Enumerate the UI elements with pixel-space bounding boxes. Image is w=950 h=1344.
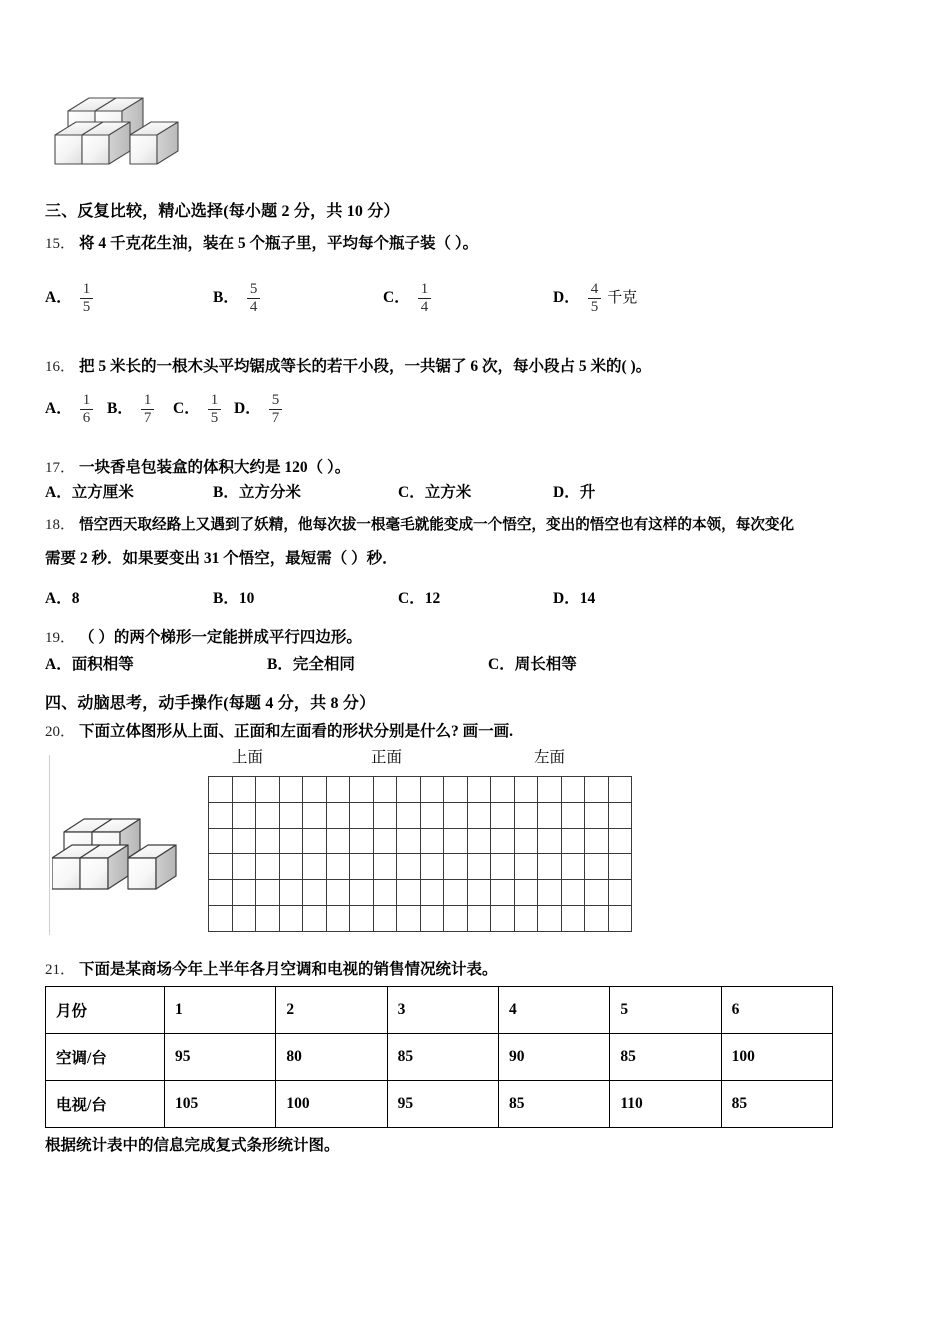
answer-grid-cell[interactable] bbox=[561, 802, 585, 828]
answer-grid-cell[interactable] bbox=[538, 854, 562, 880]
answer-grid-cell[interactable] bbox=[279, 854, 303, 880]
table-row bbox=[46, 1034, 833, 1081]
answer-grid-cell[interactable] bbox=[350, 828, 374, 854]
answer-grid-cell[interactable] bbox=[350, 854, 374, 880]
answer-grid-cell[interactable] bbox=[350, 777, 374, 803]
table-header-cell: 4 bbox=[498, 987, 609, 1034]
answer-grid-cell[interactable] bbox=[279, 777, 303, 803]
table-header-cell: 1 bbox=[165, 987, 276, 1034]
answer-grid-row bbox=[209, 854, 632, 880]
answer-grid-cell[interactable] bbox=[232, 802, 256, 828]
answer-grid-cell[interactable] bbox=[467, 905, 491, 931]
option-17-B[interactable]: B．立方分米 bbox=[213, 484, 301, 501]
question-20-number: 20． bbox=[45, 724, 76, 740]
answer-grid-cell[interactable] bbox=[538, 802, 562, 828]
answer-grid-cell[interactable] bbox=[373, 880, 397, 906]
option-17-D[interactable]: D．升 bbox=[553, 484, 596, 501]
question-21-text: 下面是某商场今年上半年各月空调和电视的销售情况统计表。 bbox=[79, 961, 498, 978]
table-cell: 100 bbox=[721, 1034, 832, 1081]
answer-grid-cell[interactable] bbox=[585, 854, 609, 880]
answer-grid-cell[interactable] bbox=[608, 880, 632, 906]
isometric-cube-stack-figure-top bbox=[45, 78, 215, 183]
answer-grid-cell[interactable] bbox=[232, 777, 256, 803]
answer-grid-cell[interactable] bbox=[256, 854, 280, 880]
question-17-number: 17． bbox=[45, 460, 76, 476]
answer-grid-cell[interactable] bbox=[561, 828, 585, 854]
option-15-D-unit: 千克 bbox=[607, 290, 638, 307]
table-header-cell: 月份 bbox=[46, 987, 165, 1034]
answer-grid-cell[interactable] bbox=[256, 905, 280, 931]
option-16-D[interactable]: D． $\frac{5}{7}$ bbox=[234, 393, 284, 426]
option-15-C[interactable]: C． $\frac{1}{4}$ bbox=[383, 282, 433, 315]
answer-grid-cell[interactable] bbox=[608, 854, 632, 880]
question-16-text: 把 5 米长的一根木头平均锯成等长的若干小段，一共锯了 6 次，每小段占 5 米的( )。 bbox=[79, 358, 652, 375]
table-cell: 85 bbox=[498, 1081, 609, 1128]
answer-grid-cell[interactable] bbox=[561, 905, 585, 931]
answer-grid-cell[interactable] bbox=[491, 802, 515, 828]
question-18 bbox=[45, 513, 794, 536]
answer-grid-cell[interactable] bbox=[608, 828, 632, 854]
question-20-text: 下面立体图形从上面、正面和左面看的形状分别是什么? 画一画. bbox=[79, 723, 514, 740]
fraction-one-fourth: $\frac{1}{4}$ bbox=[418, 282, 432, 315]
answer-grid-row bbox=[209, 802, 632, 828]
option-15-D[interactable]: D． $\frac{4}{5}$ 千克 bbox=[553, 281, 638, 315]
answer-grid-cell[interactable] bbox=[209, 905, 233, 931]
option-16-C[interactable]: C． $\frac{1}{5}$ bbox=[173, 393, 223, 426]
table-cell: 90 bbox=[498, 1034, 609, 1081]
answer-grid-row bbox=[209, 880, 632, 906]
answer-grid-cell[interactable] bbox=[373, 854, 397, 880]
answer-grid-cell[interactable] bbox=[561, 777, 585, 803]
section-4-heading: 四、动脑思考，动手操作(每题 4 分，共 8 分） bbox=[45, 695, 376, 712]
answer-grid-cell[interactable] bbox=[256, 777, 280, 803]
answer-grid-cell[interactable] bbox=[420, 828, 444, 854]
question-15-number: 15． bbox=[45, 236, 76, 252]
answer-grid-cell[interactable] bbox=[467, 828, 491, 854]
answer-grid-cell[interactable] bbox=[514, 880, 538, 906]
answer-grid-cell[interactable] bbox=[326, 828, 350, 854]
question-18-text-line1: 悟空西天取经路上又遇到了妖精，他每次拔一根毫毛就能变成一个悟空，变出的悟空也有这样的本领，每次变化 bbox=[79, 517, 795, 533]
answer-grid-cell[interactable] bbox=[514, 777, 538, 803]
answer-grid-cell[interactable] bbox=[514, 828, 538, 854]
answer-grid-cell[interactable] bbox=[491, 905, 515, 931]
answer-grid-cell[interactable] bbox=[538, 905, 562, 931]
fraction-one-fifth: $\frac{1}{5}$ bbox=[80, 282, 94, 315]
isometric-cube-stack-figure-q20 bbox=[52, 800, 212, 912]
section-3-heading: 三、反复比较，精心选择(每小题 2 分，共 10 分） bbox=[45, 203, 400, 220]
answer-grid-cell[interactable] bbox=[209, 854, 233, 880]
grid-label-top-view: 上面 bbox=[232, 749, 264, 766]
answer-grid-cell[interactable] bbox=[397, 777, 421, 803]
option-18-C[interactable]: C．12 bbox=[398, 590, 441, 607]
table-cell: 95 bbox=[387, 1081, 498, 1128]
answer-grid-cell[interactable] bbox=[303, 828, 327, 854]
answer-grid-cell[interactable] bbox=[326, 905, 350, 931]
answer-grid-cell[interactable] bbox=[279, 880, 303, 906]
question-19 bbox=[45, 626, 362, 649]
question-15-text: 将 4 千克花生油，装在 5 个瓶子里，平均每个瓶子装（ ）。 bbox=[79, 235, 479, 252]
answer-grid-cell[interactable] bbox=[397, 905, 421, 931]
answer-grid[interactable] bbox=[208, 776, 632, 932]
answer-grid-cell[interactable] bbox=[585, 905, 609, 931]
table-row bbox=[46, 987, 833, 1034]
grid-label-left-view: 左面 bbox=[534, 749, 566, 766]
question-15-options bbox=[45, 268, 875, 314]
table-header-cell: 3 bbox=[387, 987, 498, 1034]
answer-grid-cell[interactable] bbox=[326, 854, 350, 880]
answer-grid-row bbox=[209, 828, 632, 854]
answer-grid-cell[interactable] bbox=[232, 905, 256, 931]
answer-grid-cell[interactable] bbox=[420, 777, 444, 803]
answer-grid-cell[interactable] bbox=[491, 880, 515, 906]
answer-grid-cell[interactable] bbox=[373, 905, 397, 931]
question-19-number: 19． bbox=[45, 630, 76, 646]
answer-grid-cell[interactable] bbox=[279, 828, 303, 854]
answer-grid-cell[interactable] bbox=[209, 777, 233, 803]
answer-grid-cell[interactable] bbox=[491, 828, 515, 854]
option-19-A[interactable]: A．面积相等 bbox=[45, 656, 134, 673]
answer-grid-cell[interactable] bbox=[420, 880, 444, 906]
answer-grid-cell[interactable] bbox=[514, 905, 538, 931]
question-17 bbox=[45, 456, 350, 479]
fraction-five-fourths: $\frac{5}{4}$ bbox=[247, 282, 261, 315]
figure-left-rule bbox=[49, 755, 50, 935]
table-cell: 85 bbox=[610, 1034, 721, 1081]
answer-grid-cell[interactable] bbox=[279, 802, 303, 828]
option-16-A[interactable]: A． $\frac{1}{6}$ bbox=[45, 393, 95, 426]
sales-statistics-table-wrapper bbox=[45, 986, 833, 1128]
answer-grid-cell[interactable] bbox=[444, 802, 468, 828]
answer-grid-cell[interactable] bbox=[232, 828, 256, 854]
answer-grid-cell[interactable] bbox=[538, 777, 562, 803]
option-18-D[interactable]: D．14 bbox=[553, 590, 596, 607]
answer-grid-cell[interactable] bbox=[420, 905, 444, 931]
option-16-B[interactable]: B． $\frac{1}{7}$ bbox=[107, 393, 156, 426]
question-15 bbox=[45, 232, 478, 255]
question-21-number: 21． bbox=[45, 962, 76, 978]
fraction-one-seventh: $\frac{1}{7}$ bbox=[141, 393, 155, 426]
answer-grid-cell[interactable] bbox=[350, 802, 374, 828]
answer-grid-cell[interactable] bbox=[256, 828, 280, 854]
answer-grid-row bbox=[209, 777, 632, 803]
question-17-text: 一块香皂包装盒的体积大约是 120（ ）。 bbox=[79, 459, 351, 476]
answer-grid-cell[interactable] bbox=[397, 828, 421, 854]
table-row bbox=[46, 1081, 833, 1128]
answer-grid-cell[interactable] bbox=[608, 777, 632, 803]
answer-grid-cell[interactable] bbox=[491, 777, 515, 803]
answer-grid-cell[interactable] bbox=[420, 802, 444, 828]
fraction-one-sixth: $\frac{1}{6}$ bbox=[80, 393, 94, 426]
answer-grid-cell[interactable] bbox=[209, 828, 233, 854]
answer-grid-wrapper bbox=[208, 776, 632, 932]
answer-grid-cell[interactable] bbox=[514, 802, 538, 828]
answer-grid-cell[interactable] bbox=[256, 802, 280, 828]
answer-grid-cell[interactable] bbox=[326, 802, 350, 828]
answer-grid-cell[interactable] bbox=[467, 880, 491, 906]
answer-grid-cell[interactable] bbox=[561, 880, 585, 906]
table-cell: 85 bbox=[387, 1034, 498, 1081]
answer-grid-cell[interactable] bbox=[514, 854, 538, 880]
answer-grid-cell[interactable] bbox=[256, 880, 280, 906]
grid-label-front-view: 正面 bbox=[371, 749, 403, 766]
table-header-cell: 5 bbox=[610, 987, 721, 1034]
answer-grid-cell[interactable] bbox=[608, 802, 632, 828]
table-cell: 110 bbox=[610, 1081, 721, 1128]
table-cell: 电视/台 bbox=[46, 1081, 165, 1128]
answer-grid-cell[interactable] bbox=[397, 880, 421, 906]
answer-grid-cell[interactable] bbox=[326, 777, 350, 803]
answer-grid-cell[interactable] bbox=[303, 880, 327, 906]
answer-grid-cell[interactable] bbox=[303, 777, 327, 803]
answer-grid-cell[interactable] bbox=[444, 880, 468, 906]
answer-grid-cell[interactable] bbox=[444, 777, 468, 803]
question-21 bbox=[45, 958, 498, 981]
answer-grid-cell[interactable] bbox=[561, 854, 585, 880]
answer-grid-cell[interactable] bbox=[585, 802, 609, 828]
table-cell: 95 bbox=[165, 1034, 276, 1081]
table-cell: 85 bbox=[721, 1081, 832, 1128]
table-cell: 空调/台 bbox=[46, 1034, 165, 1081]
answer-grid-cell[interactable] bbox=[279, 905, 303, 931]
fraction-five-sevenths: $\frac{5}{7}$ bbox=[269, 393, 283, 426]
option-17-C[interactable]: C．立方米 bbox=[398, 484, 472, 501]
question-16-number: 16． bbox=[45, 359, 76, 375]
answer-grid-cell[interactable] bbox=[538, 880, 562, 906]
sales-statistics-table bbox=[45, 986, 833, 1128]
option-19-B[interactable]: B．完全相同 bbox=[267, 656, 355, 673]
answer-grid-cell[interactable] bbox=[350, 880, 374, 906]
question-21-footer: 根据统计表中的信息完成复式条形统计图。 bbox=[45, 1137, 340, 1154]
answer-grid-cell[interactable] bbox=[491, 854, 515, 880]
table-header-cell: 2 bbox=[276, 987, 387, 1034]
option-15-B[interactable]: B． $\frac{5}{4}$ bbox=[213, 282, 262, 315]
option-15-A[interactable]: A． $\frac{1}{5}$ bbox=[45, 282, 95, 315]
question-16 bbox=[45, 355, 651, 378]
answer-grid-cell[interactable] bbox=[209, 802, 233, 828]
fraction-four-fifths: $\frac{4}{5}$ bbox=[588, 282, 602, 315]
answer-grid-cell[interactable] bbox=[420, 854, 444, 880]
option-17-A[interactable]: A．立方厘米 bbox=[45, 484, 134, 501]
answer-grid-cell[interactable] bbox=[538, 828, 562, 854]
table-cell: 105 bbox=[165, 1081, 276, 1128]
answer-grid-cell[interactable] bbox=[232, 854, 256, 880]
question-20 bbox=[45, 720, 513, 743]
question-16-options bbox=[45, 382, 445, 424]
question-19-text: （ ）的两个梯形一定能拼成平行四边形。 bbox=[79, 629, 362, 646]
answer-grid-cell[interactable] bbox=[467, 854, 491, 880]
answer-grid-cell[interactable] bbox=[303, 905, 327, 931]
answer-grid-cell[interactable] bbox=[585, 880, 609, 906]
answer-grid-cell[interactable] bbox=[397, 802, 421, 828]
answer-grid-cell[interactable] bbox=[373, 802, 397, 828]
answer-grid-row bbox=[209, 905, 632, 931]
answer-grid-cell[interactable] bbox=[232, 880, 256, 906]
answer-grid-cell[interactable] bbox=[608, 905, 632, 931]
answer-grid-cell[interactable] bbox=[209, 880, 233, 906]
question-18-number: 18． bbox=[45, 517, 76, 533]
answer-grid-cell[interactable] bbox=[373, 777, 397, 803]
question-18-text-line2: 需要 2 秒．如果要变出 31 个悟空，最短需（ ）秒． bbox=[45, 550, 398, 567]
table-cell: 80 bbox=[276, 1034, 387, 1081]
answer-grid-cell[interactable] bbox=[444, 905, 468, 931]
answer-grid-cell[interactable] bbox=[467, 777, 491, 803]
answer-grid-cell[interactable] bbox=[444, 854, 468, 880]
answer-grid-cell[interactable] bbox=[585, 777, 609, 803]
fraction-one-fifth: $\frac{1}{5}$ bbox=[208, 393, 222, 426]
option-18-B[interactable]: B．10 bbox=[213, 590, 255, 607]
answer-grid-cell[interactable] bbox=[585, 828, 609, 854]
answer-grid-cell[interactable] bbox=[373, 828, 397, 854]
answer-grid-cell[interactable] bbox=[303, 802, 327, 828]
option-19-C[interactable]: C．周长相等 bbox=[488, 656, 577, 673]
answer-grid-cell[interactable] bbox=[303, 854, 327, 880]
option-18-A[interactable]: A．8 bbox=[45, 590, 80, 607]
answer-grid-cell[interactable] bbox=[350, 905, 374, 931]
answer-grid-cell[interactable] bbox=[397, 854, 421, 880]
table-cell: 100 bbox=[276, 1081, 387, 1128]
answer-grid-cell[interactable] bbox=[444, 828, 468, 854]
answer-grid-cell[interactable] bbox=[326, 880, 350, 906]
answer-grid-cell[interactable] bbox=[467, 802, 491, 828]
table-header-cell: 6 bbox=[721, 987, 832, 1034]
